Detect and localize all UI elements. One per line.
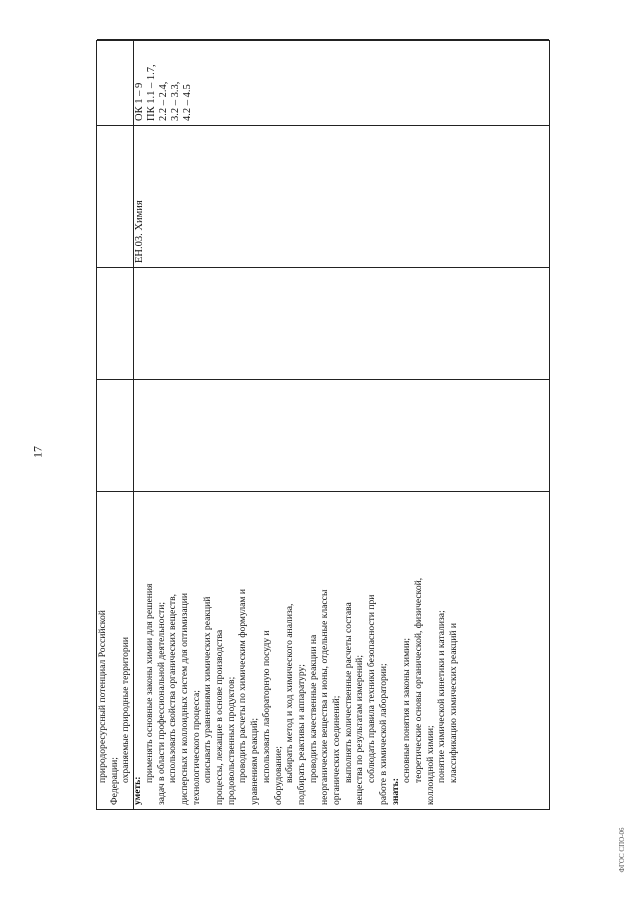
column-competencies	[97, 39, 549, 125]
content-line: проводить расчеты по химическим формулам и	[237, 588, 249, 783]
content-line: использовать свойства органических веществ,	[167, 593, 179, 783]
column-subject	[97, 125, 549, 267]
content-line: выполнять количественные расчеты состава	[342, 602, 354, 783]
content-line: дисперсных и коллоидных систем для оптимизации	[178, 593, 190, 805]
competency-item: ПК 1.1 – 1.7,	[146, 64, 158, 121]
content-line: задач в области профессиональной деятельности;	[155, 601, 167, 805]
content-line: знать:	[389, 778, 401, 805]
column-hours-max	[97, 379, 549, 491]
row-divider	[133, 39, 134, 809]
column-content	[97, 491, 549, 809]
content-line: понятие химической кинетики и катализа;	[436, 610, 448, 783]
content-line: процессы, лежащие в основе производства	[214, 629, 226, 805]
content-line: теоретические основы органической, физической,	[412, 577, 424, 783]
content-line: органических соединений;	[331, 695, 343, 805]
content-line: коллоидной химии;	[424, 725, 436, 805]
content-line: уравнениям реакций;	[249, 717, 261, 805]
content-line: технологического процесса;	[190, 690, 202, 805]
content-line: подбирать реактивы и аппаратуру;	[295, 664, 307, 805]
competency-item: 2.2 – 2.4,	[158, 81, 170, 121]
content-text	[97, 495, 460, 805]
content-line: вещества по результатам измерений;	[354, 655, 366, 805]
competency-item: 4.2 – 4.5	[182, 84, 194, 121]
content-line: уметь:	[132, 776, 144, 805]
content-line: природоресурсный потенциал Российской	[97, 610, 108, 783]
content-line: основные понятия и законы химии;	[401, 637, 413, 783]
content-line: охраняемые природные территории	[120, 637, 132, 783]
content-line: оборудование;	[272, 746, 284, 805]
column-hours-required	[97, 267, 549, 379]
content-line: неорганические вещества и ионы, отдельные классы	[319, 589, 331, 805]
content-line: описывать уравнениями химических реакций	[202, 596, 214, 783]
competency-item: 3.2 – 3.3,	[170, 81, 182, 121]
content-line: классификацию химических реакций и	[448, 622, 460, 783]
footer-mark: ФГОС СПО-06	[618, 827, 626, 873]
competency-list	[134, 64, 194, 121]
curriculum-table	[96, 40, 550, 810]
content-line: проводить качественные реакции на	[307, 634, 319, 783]
content-line: соблюдать правила техники безопасности при	[366, 594, 378, 783]
content-line: использовать лабораторную посуду и	[260, 630, 272, 783]
content-line: работе в химической лаборатории;	[377, 663, 389, 805]
content-line: применять основные законы химии для решения	[143, 583, 155, 783]
subject-name: ЕН.03. Химия	[134, 200, 146, 263]
rotated-table-wrapper	[96, 40, 550, 810]
content-line: Федерации;	[108, 757, 120, 805]
competency-item: ОК 1 – 9	[134, 82, 146, 121]
page-number: 17	[30, 446, 45, 458]
content-line: продовольственных продуктов;	[225, 676, 237, 805]
content-line: выбирать метод и ход химического анализа,	[284, 603, 296, 783]
